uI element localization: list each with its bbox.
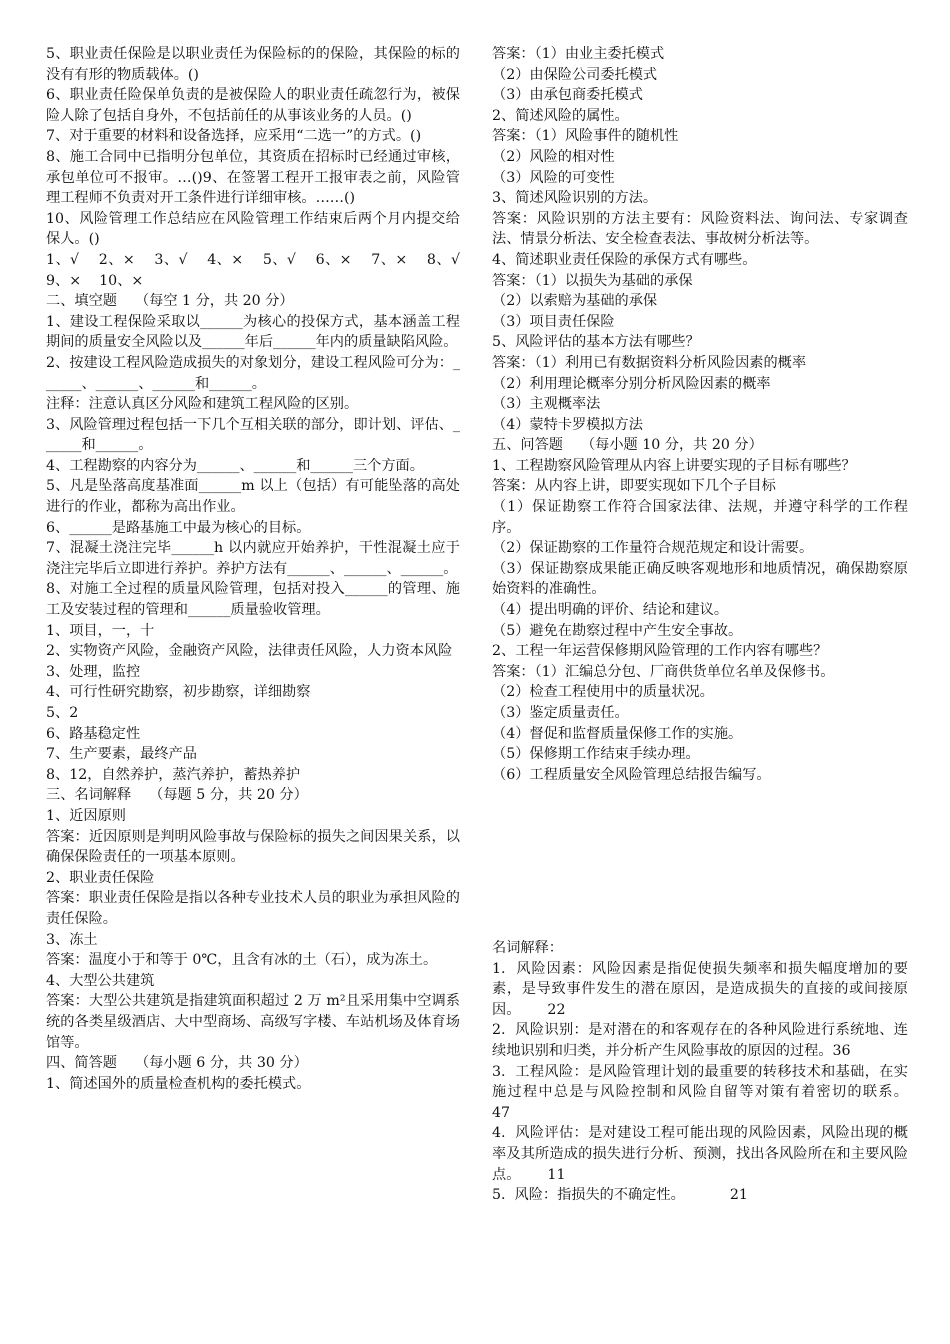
text-line: 2、工程一年运营保修期风险管理的工作内容有哪些？	[492, 643, 828, 660]
text-line: 1、项目，一，十	[46, 622, 155, 639]
text-line: （4）蒙特卡罗模拟方法	[492, 416, 643, 433]
text-line: 1、简述国外的质量检查机构的委托模式。	[46, 1075, 311, 1092]
text-line: 4、简述职业责任保险的承保方式有哪些。	[492, 251, 757, 268]
text-line: （2）由保险公司委托模式	[492, 66, 658, 83]
right-column	[492, 44, 908, 785]
text-line: 3、冻土	[46, 931, 98, 948]
term-definition: 3. 工程风险：是风险管理计划的最重要的转移技术和基础，在实施过程中总是与风险控制和风险自留等对策有着密切的联系。 47	[492, 1063, 936, 1121]
text-line: （3）主观概率法	[492, 396, 601, 413]
answer-line: 答案：大型公共建筑是指建筑面积超过 2 万 m²且采用集中空调系统的各类星级酒店、大中型商场、高级写字楼、车站机场及体育场馆等。	[46, 993, 460, 1051]
answer-line: 答案：温度小于和等于 0℃，且含有冰的土（石），成为冻土。	[46, 952, 438, 969]
text-line: 1、√ 2、× 3、√ 4、× 5、√ 6、× 7、× 8、√ 9、× 10、×	[46, 251, 479, 289]
text-line: （3）保证勘察成果能正确反映客观地形和地质情况，确保勘察原始资料的准确性。	[492, 560, 908, 598]
text-line: 1、近因原则	[46, 807, 126, 824]
section-heading: 四、简答题 （每小题 6 分，共 30 分）	[46, 1055, 308, 1072]
text-line: 1、工程勘察风险管理从内容上讲要实现的子目标有哪些？	[492, 457, 856, 474]
term-definition: 1. 风险因素：风险因素是指促使损失频率和损失幅度增加的要素，是导致事件发生的潜在原因，是造成损失的直接的或间接原因。 22	[492, 960, 908, 1018]
text-line: （6）工程质量安全风险管理总结报告编写。	[492, 766, 771, 783]
text-line: 4、可行性研究勘察，初步勘察，详细勘察	[46, 684, 311, 701]
text-line: （2）检查工程使用中的质量状况。	[492, 684, 714, 701]
answer-line: 答案：近因原则是判明风险事故与保险标的损失之间因果关系，以确保保险责任的一项基本原则。	[46, 828, 460, 866]
answer-line: 答案：（1）利用已有数据资料分析风险因素的概率	[492, 354, 807, 371]
note-line: 注释：注意认真区分风险和建筑工程风险的区别。	[46, 396, 359, 413]
left-column	[46, 44, 479, 1094]
answer-line: 答案：职业责任保险是指以各种专业技术人员的职业为承担风险的责任保险。	[46, 890, 460, 927]
text-line: （5）避免在勘察过程中产生安全事故。	[492, 622, 743, 639]
text-line: （3）风险的可变性	[492, 169, 615, 186]
answer-line: 答案：（1）汇编总分包、厂商供货单位名单及保修书。	[492, 663, 835, 680]
section-heading: 二、填空题 （每空 1 分，共 20 分）	[46, 293, 294, 310]
text-line: 3、风险管理过程包括一下几个互相关联的部分，即计划、评估、______和______。	[46, 416, 460, 454]
text-line: 2、简述风险的属性。	[492, 107, 629, 124]
terms-heading: 名词解释：	[492, 940, 563, 956]
text-line: （3）鉴定质量责任。	[492, 705, 629, 721]
text-line: 7、生产要素，最终产品	[46, 746, 197, 763]
text-line: （4）督促和监督质量保修工作的实施。	[492, 725, 743, 742]
text-line: 1、建设工程保险采取以______为核心的投保方式，基本涵盖工程期间的质量安全风险以及______年后______年内的质量缺陷风险。	[46, 313, 460, 351]
text-line: （1）保证勘察工作符合国家法律、法规，并遵守科学的工作程序。	[492, 499, 908, 536]
text-line: 2、职业责任保险	[46, 869, 155, 886]
text-line: 4、大型公共建筑	[46, 972, 155, 989]
term-definition: 4. 风险评估：是对建设工程可能出现的风险因素，风险出现的概率及其所造成的损失进行分析、预测，找出各风险所在和主要风险点。 11	[492, 1125, 908, 1183]
text-line: （2）以索赔为基础的承保	[492, 293, 658, 310]
text-line: 3、处理，监控	[46, 663, 141, 680]
text-line: 6、职业责任险保单负责的是被保险人的职业责任疏忽行为，被保险人除了包括自身外，不包括前任的从事该业务的人员。()	[46, 87, 460, 124]
text-line: （2）风险的相对性	[492, 148, 615, 165]
text-line: 5、风险评估的基本方法有哪些？	[492, 334, 700, 351]
section-heading: 五、问答题 （每小题 10 分，共 20 分）	[492, 437, 763, 454]
answer-line: 答案：从内容上讲，即要实现如下几个子目标	[492, 478, 776, 495]
text-line: 7、混凝土浇注完毕______h 以内就应开始养护，干性混凝土应于浇注完毕后立即进行养护。养护方法有______、______、______。	[46, 540, 460, 577]
text-line: 8、对施工全过程的质量风险管理，包括对投入______的管理、施工及安装过程的管理和______质量验收管理。	[46, 581, 460, 619]
text-line: 8、12，自然养护，蒸汽养护，蓄热养护	[46, 766, 301, 783]
text-line: 5、2	[46, 705, 79, 721]
text-line: 10、风险管理工作总结应在风险管理工作结束后两个月内提交给保人。()	[46, 210, 460, 248]
text-line: 5、凡是坠落高度基准面______m 以上（包括）有可能坠落的高处进行的作业，都称为高出作业。	[46, 478, 460, 516]
answer-line: 答案：（1）以损失为基础的承保	[492, 272, 693, 289]
section-heading: 三、名词解释 （每题 5 分，共 20 分）	[46, 787, 308, 804]
text-line: 2、按建设工程风险造成损失的对象划分，建设工程风险可分为：______、______、______和______。	[46, 354, 460, 392]
text-line: （3）项目责任保险	[492, 313, 615, 330]
text-line: 3、简述风险识别的方法。	[492, 190, 658, 207]
text-line: （2）利用理论概率分别分析风险因素的概率	[492, 375, 771, 392]
term-definition: 5. 风险：指损失的不确定性。 21	[492, 1187, 748, 1204]
text-line: 2、实物资产风险，金融资产风险，法律责任风险，人力资本风险	[46, 643, 453, 660]
answer-line: 答案：风险识别的方法主要有：风险资料法、询问法、专家调查法、情景分析法、安全检查表法、事故树分析法等。	[492, 210, 908, 248]
terms-section	[492, 938, 936, 1206]
answer-line: 答案：（1）风险事件的随机性	[492, 128, 679, 145]
text-line: 5、职业责任保险是以职业责任为保险标的的保险，其保险的标的没有有形的物质载体。()	[46, 46, 460, 83]
answer-line: 答案：（1）由业主委托模式	[492, 46, 665, 62]
text-line: （2）保证勘察的工作量符合规范规定和设计需要。	[492, 540, 814, 557]
text-line: 8、施工合同中已指明分包单位，其资质在招标时已经通过审核，承包单位可不报审。…()9、在签署工程开工报审表之前，风险管理工程师不负责对开工条件进行详细审核。……()	[46, 148, 460, 207]
text-line: 7、对于重要的材料和设备选择，应采用“二选一”的方式。()	[46, 128, 422, 145]
text-line: 4、工程勘察的内容分为______、______和______三个方面。	[46, 457, 424, 474]
term-definition: 2. 风险识别：是对潜在的和客观存在的各种风险进行系统地、连续地识别和归类，并分析产生风险事故的原因的过程。36	[492, 1022, 908, 1059]
text-line: （4）提出明确的评价、结论和建议。	[492, 602, 729, 619]
text-line: 6、路基稳定性	[46, 725, 141, 742]
text-line: 6、______是路基施工中最为核心的目标。	[46, 519, 311, 536]
text-line: （5）保修期工作结束手续办理。	[492, 746, 700, 763]
text-line: （3）由承包商委托模式	[492, 87, 643, 104]
